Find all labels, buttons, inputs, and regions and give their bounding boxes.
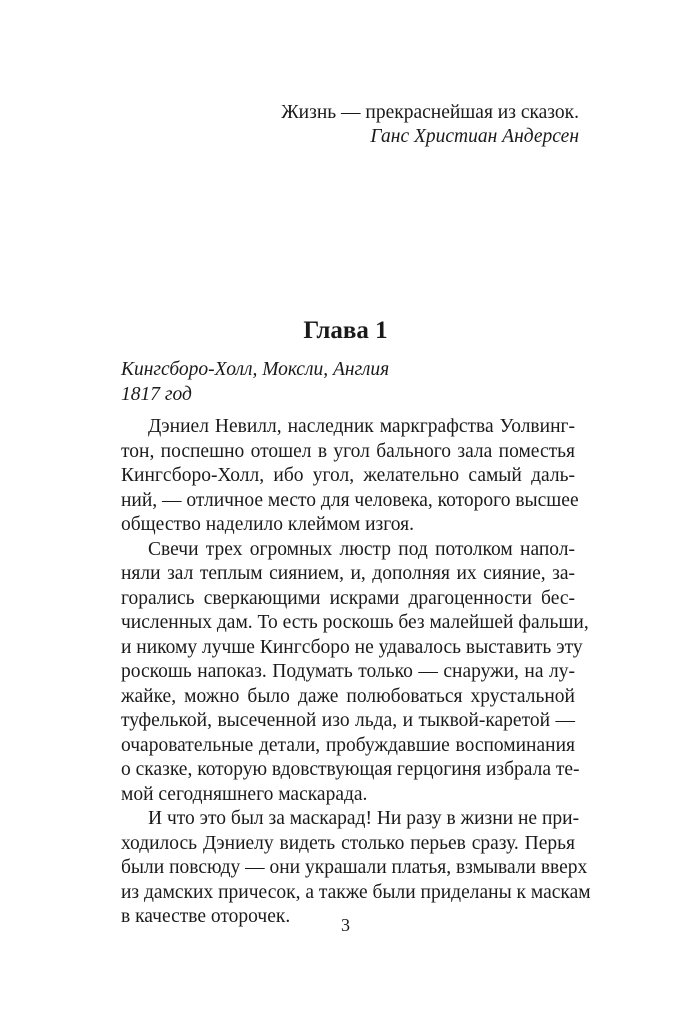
epigraph-author: Ганс Христиан Андерсен <box>370 126 579 147</box>
text-line: ний, — отличное место для человека, которого высшее <box>121 489 579 511</box>
chapter-location: Кингсборо-Холл, Моксли, Англия <box>121 359 390 380</box>
text-line: тон, поспешно отошел в угол бального зала поместья <box>121 440 575 462</box>
text-line: в качестве оторочек. <box>121 906 291 927</box>
chapter-year: 1817 год <box>121 384 192 405</box>
text-line: о сказке, которую вдовствующая герцогиня избрала те- <box>121 759 580 780</box>
text-line: жайке, можно было даже полюбоваться хрустальной <box>121 685 575 707</box>
text-line: роскошь напоказ. Подумать только — снаружи, на лу- <box>121 661 575 682</box>
epigraph <box>281 101 579 149</box>
text-line: и никому лучше Кингсборо не удавалось выставить эту <box>121 636 583 658</box>
chapter-title: Глава 1 <box>303 317 388 344</box>
text-line: горались сверкающими искрами драгоценности бес- <box>121 587 575 609</box>
page-number: 3 <box>341 915 350 935</box>
text-line: Свечи трех огромных люстр под потолком напол- <box>148 538 575 560</box>
text-line: очаровательные детали, пробуждавшие воспоминания <box>121 734 575 756</box>
text-line: общество наделило клеймом изгоя. <box>121 514 414 535</box>
text-line: И что это был за маскарад! Ни разу в жизни не при- <box>148 808 580 829</box>
epigraph-quote: Жизнь — прекраснейшая из сказок. <box>281 102 579 123</box>
body-text <box>121 415 591 930</box>
text-line: численных дам. То есть роскошь без малейшей фальши, <box>121 612 589 633</box>
paragraph <box>121 538 589 808</box>
paragraph <box>121 807 591 930</box>
text-line: Кингсборо-Холл, ибо угол, желательно самый даль- <box>121 465 575 486</box>
text-line: туфелькой, высеченной изо льда, и тыквой-каретой — <box>121 710 575 731</box>
text-line: ходилось Дэниелу видеть столько перьев сразу. Перья <box>121 832 575 854</box>
text-line: были повсюду — они украшали платья, взмывали вверх <box>121 857 588 878</box>
paragraph <box>121 415 579 538</box>
text-line: из дамских причесок, а также были приделаны к маскам <box>121 881 591 903</box>
text-line: няли зал теплым сиянием, и, дополняя их сияние, за- <box>121 563 575 584</box>
text-line: мой сегодняшнего маскарада. <box>121 783 368 805</box>
chapter-setting <box>121 357 389 407</box>
text-line: Дэниел Невилл, наследник маркграфства Уолвинг- <box>148 416 575 437</box>
